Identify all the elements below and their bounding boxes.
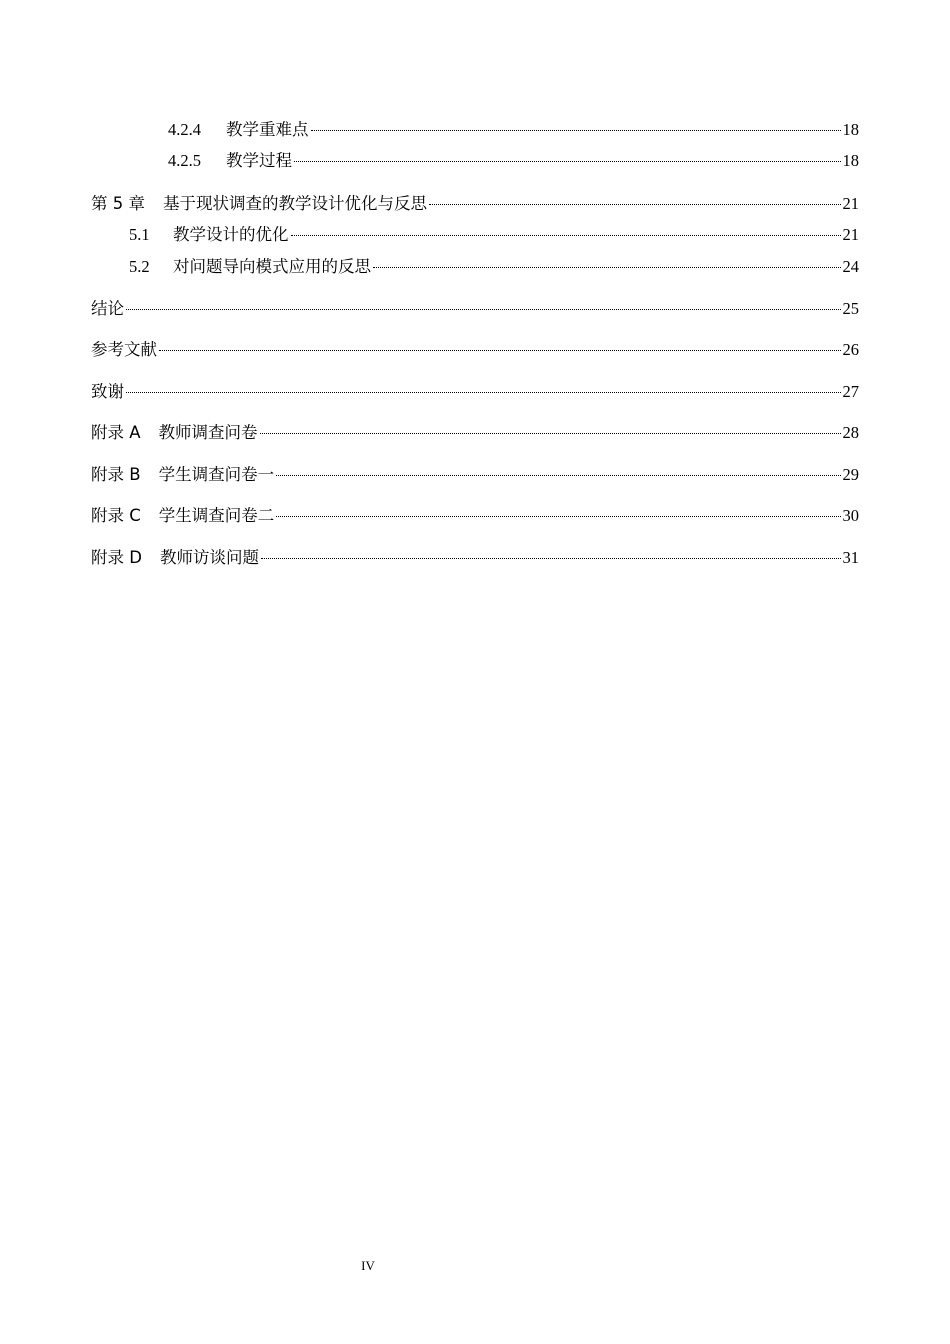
dot-leader	[276, 474, 840, 476]
toc-entry-number: 5.2	[129, 257, 150, 276]
toc-entry-page: 30	[842, 506, 859, 525]
toc-entry-appendix-c[interactable]	[91, 504, 859, 528]
toc-entry-title: 致谢	[91, 382, 124, 401]
toc-entry-title: 参考文献	[91, 340, 157, 359]
dot-leader	[429, 203, 841, 205]
toc-entry-number: 附录 A	[91, 423, 141, 442]
page-number: IV	[361, 1258, 375, 1273]
toc-entry-number: 附录 C	[91, 506, 141, 525]
toc-entry-appendix-b[interactable]	[91, 463, 859, 487]
toc-entry-page: 31	[842, 548, 859, 567]
toc-entry-number: 第 5 章	[91, 194, 145, 213]
toc-entry-4-2-5[interactable]	[168, 149, 859, 173]
dot-leader	[311, 129, 841, 131]
toc-entry-title: 学生调查问卷二	[158, 506, 275, 525]
toc-entry-title: 教学设计的优化	[173, 225, 289, 244]
dot-leader	[159, 349, 841, 351]
dot-leader	[276, 515, 840, 517]
toc-entry-title: 学生调查问卷一	[158, 465, 275, 484]
toc-entry-number: 4.2.4	[168, 120, 201, 139]
dot-leader	[373, 266, 841, 268]
toc-entry-acknowledgements[interactable]	[91, 380, 859, 404]
toc-entry-page: 28	[842, 423, 859, 442]
toc-entry-conclusion[interactable]	[91, 297, 859, 321]
toc-entry-page: 24	[842, 257, 859, 276]
toc-entry-page: 21	[842, 194, 859, 213]
toc-entry-appendix-a[interactable]	[91, 421, 859, 445]
toc-entry-references[interactable]	[91, 338, 859, 362]
toc-entry-number: 4.2.5	[168, 151, 201, 170]
toc-entry-page: 26	[842, 340, 859, 359]
dot-leader	[126, 308, 841, 310]
toc-entry-page: 25	[842, 299, 859, 318]
toc-entry-chapter-5[interactable]	[91, 192, 859, 216]
toc-entry-title: 基于现状调查的教学设计优化与反思	[163, 194, 427, 213]
toc-entry-title: 教师访谈问题	[159, 548, 259, 567]
toc-entry-5-1[interactable]	[129, 223, 859, 247]
toc-entry-number: 5.1	[129, 225, 150, 244]
toc-entry-page: 27	[842, 382, 859, 401]
toc-entry-number: 附录 D	[91, 548, 142, 567]
toc-entry-title: 结论	[91, 299, 124, 318]
toc-entry-page: 18	[842, 151, 859, 170]
dot-leader	[260, 432, 841, 434]
toc-entry-5-2[interactable]	[129, 255, 859, 279]
toc-entry-title: 对问题导向模式应用的反思	[173, 257, 371, 276]
dot-leader	[126, 391, 841, 393]
toc-entry-title: 教学重难点	[226, 120, 309, 139]
dot-leader	[294, 160, 841, 162]
toc-entry-appendix-d[interactable]	[91, 546, 859, 570]
dot-leader	[261, 557, 841, 559]
toc-entry-4-2-4[interactable]	[168, 118, 859, 142]
toc-entry-number: 附录 B	[91, 465, 141, 484]
dot-leader	[291, 234, 841, 236]
toc-entry-page: 21	[842, 225, 859, 244]
toc-entry-title: 教师调查问卷	[158, 423, 258, 442]
toc-entry-page: 29	[842, 465, 859, 484]
toc-entry-page: 18	[842, 120, 859, 139]
toc-entry-title: 教学过程	[226, 151, 292, 170]
